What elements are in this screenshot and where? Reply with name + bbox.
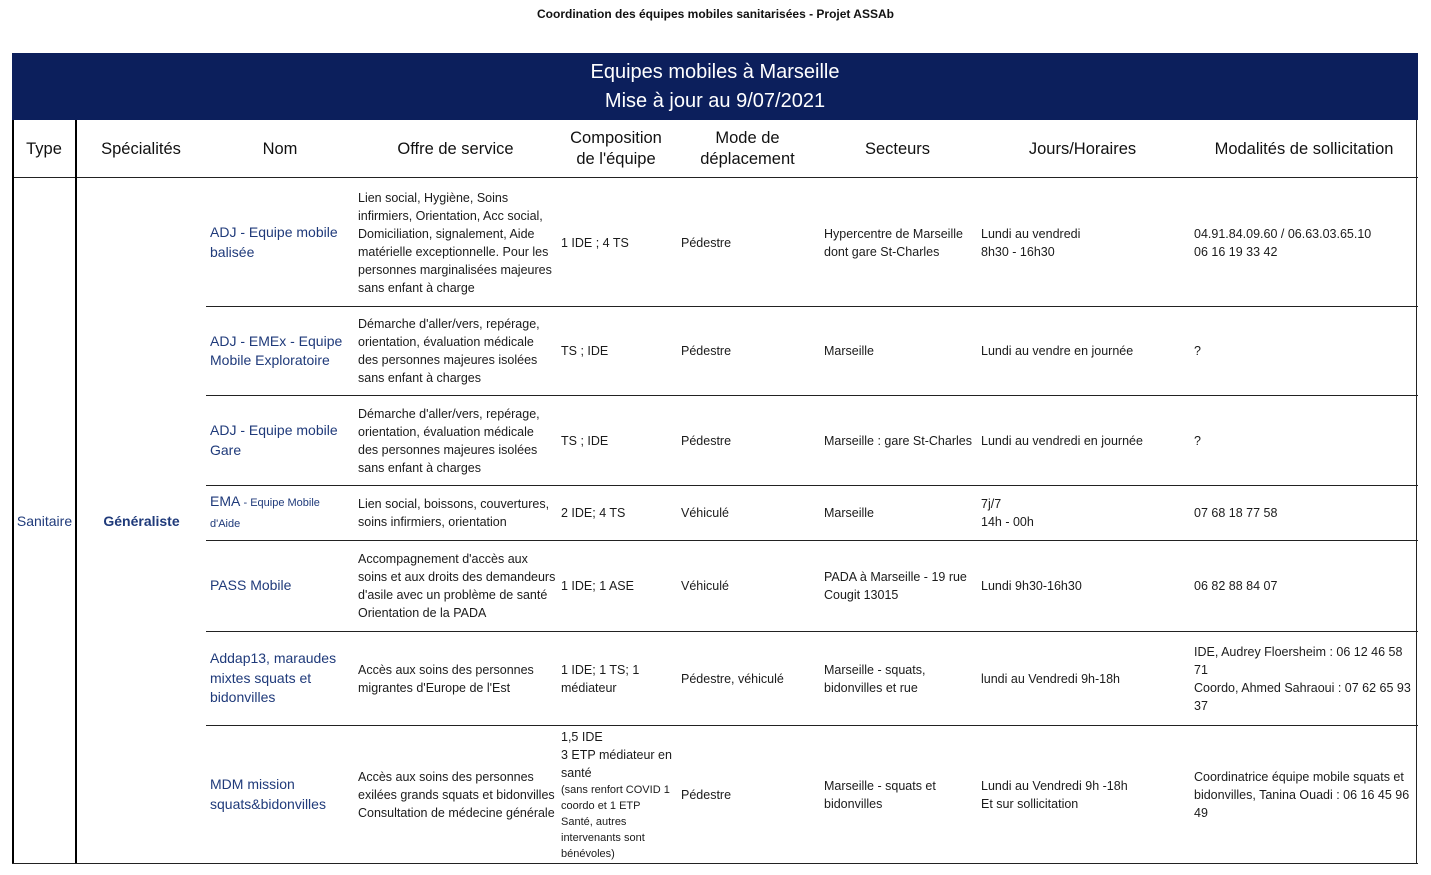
row-offre: Accompagnement d'accès aux soins et aux droits des demandeurs d'asile avec un problème de santé Orientation de la PADA <box>358 552 556 620</box>
document-title: Coordination des équipes mobiles sanitarisées - Projet ASSAb <box>537 7 894 21</box>
row-mode: Véhiculé <box>681 506 729 520</box>
row-secteurs: Marseille <box>824 506 875 520</box>
row-composition: 1 IDE; 1 ASE <box>561 579 634 593</box>
banner-update-date: Mise à jour au 9/07/2021 <box>604 90 826 112</box>
row-modalites: ? <box>1194 344 1201 358</box>
specialite-cell: Généraliste <box>103 513 180 529</box>
header-modalites: Modalités de sollicitation <box>1214 139 1394 158</box>
row-composition: 1 IDE ; 4 TS <box>561 235 629 250</box>
teams-table <box>12 53 1418 864</box>
row-offre: Accès aux soins des personnes migrantes d'Europe de l'Est <box>358 662 534 695</box>
row-jours: Lundi 9h30-16h30 <box>981 579 1082 593</box>
row-secteurs: Marseille : gare St-Charles <box>824 433 972 448</box>
row-modalites: 07 68 18 77 58 <box>1194 506 1278 520</box>
row-composition: TS ; IDE <box>561 433 609 448</box>
row-modalites: Coordinatrice équipe mobile squats et bidonvilles, Tanina Ouadi : 06 16 45 96 49 <box>1194 769 1410 820</box>
row-modalites: 04.91.84.09.60 / 06.63.03.65.10 06 16 19 33 42 <box>1194 226 1372 259</box>
row-modalites: 06 82 88 84 07 <box>1194 579 1278 593</box>
row-mode: Pédestre <box>681 344 732 358</box>
row-nom: PASS Mobile <box>210 577 292 594</box>
row-jours: 7j/7 14h - 00h <box>981 497 1034 529</box>
row-mode: Pédestre <box>681 433 732 448</box>
row-jours: Lundi au Vendredi 9h -18h Et sur sollicitation <box>981 778 1128 811</box>
banner-title: Equipes mobiles à Marseille <box>590 61 840 83</box>
header-offre: Offre de service <box>397 139 514 158</box>
type-cell: Sanitaire <box>16 513 73 529</box>
row-nom: ADJ - Equipe mobile Gare <box>210 422 338 458</box>
header-nom: Nom <box>262 139 298 158</box>
row-jours: Lundi au vendre en journée <box>981 344 1134 358</box>
row-composition: 2 IDE; 4 TS <box>561 506 626 520</box>
row-composition: TS ; IDE <box>561 344 609 358</box>
row-secteurs: Marseille - squats et bidonvilles <box>824 778 936 811</box>
row-secteurs: Marseille <box>824 344 875 358</box>
row-secteurs: Marseille - squats, bidonvilles et rue <box>824 662 926 695</box>
header-secteurs: Secteurs <box>864 139 931 158</box>
header-type: Type <box>26 139 62 158</box>
row-offre: Démarche d'aller/vers, repérage, orientation, évaluation médicale des personnes majeures isolées sans enfant à charges <box>358 317 540 385</box>
row-mode: Pédestre <box>681 787 732 802</box>
table-banner <box>12 53 1418 120</box>
row-modalites: ? <box>1194 433 1201 448</box>
row-nom: ADJ - EMEx - Equipe Mobile Exploratoire <box>210 332 343 368</box>
row-jours: Lundi au vendredi en journée <box>981 433 1143 448</box>
row-offre: Lien social, boissons, couvertures, soins infirmiers, orientation <box>358 497 550 529</box>
row-offre: Accès aux soins des personnes exilées grands squats et bidonvilles Consultation de médecine générale <box>358 769 555 820</box>
row-jours: lundi au Vendredi 9h-18h <box>981 671 1121 686</box>
row-nom: Addap13, maraudes mixtes squats et bidonvilles <box>210 650 337 706</box>
row-nom: ADJ - Equipe mobile balisée <box>210 224 338 260</box>
row-composition: 1,5 IDE 3 ETP médiateur en santé (sans renfort COVID 1 coordo et 1 ETP Santé, autres intervenants sont bénévoles) <box>561 729 672 860</box>
row-jours: Lundi au vendredi 8h30 - 16h30 <box>981 226 1081 259</box>
header-composition: Composition de l'équipe <box>570 129 662 168</box>
row-mode: Véhiculé <box>681 579 729 593</box>
row-secteurs: Hypercentre de Marseille dont gare St-Charles <box>824 226 963 259</box>
header-jours: Jours/Horaires <box>1028 139 1137 158</box>
row-composition: 1 IDE; 1 TS; 1 médiateur <box>561 662 640 695</box>
row-modalites: IDE, Audrey Floersheim : 06 12 46 58 71 Coordo, Ahmed Sahraoui : 07 62 65 93 37 <box>1194 644 1411 713</box>
table-bottom-border <box>12 863 1418 864</box>
row-offre: Démarche d'aller/vers, repérage, orientation, évaluation médicale des personnes majeures isolées sans enfant à charges <box>358 406 540 475</box>
row-nom: MDM mission squats&bidonvilles <box>210 776 326 812</box>
right-border <box>1416 120 1417 864</box>
header-mode: Mode de déplacement <box>700 129 795 168</box>
row-nom: EMA - Equipe Mobile d'Aide <box>210 492 320 530</box>
row-mode: Pédestre, véhiculé <box>681 671 784 686</box>
header-divider <box>12 177 1418 178</box>
row-offre: Lien social, Hygiène, Soins infirmiers, Orientation, Acc social, Domiciliation, signalement, Aide matérielle exceptionnelle. Pour les personnes marginalisées majeures sans enfant à charge <box>358 190 552 295</box>
row-secteurs: PADA à Marseille - 19 rue Cougit 13015 <box>824 570 967 602</box>
row-mode: Pédestre <box>681 235 732 250</box>
header-specialites: Spécialités <box>101 139 181 158</box>
